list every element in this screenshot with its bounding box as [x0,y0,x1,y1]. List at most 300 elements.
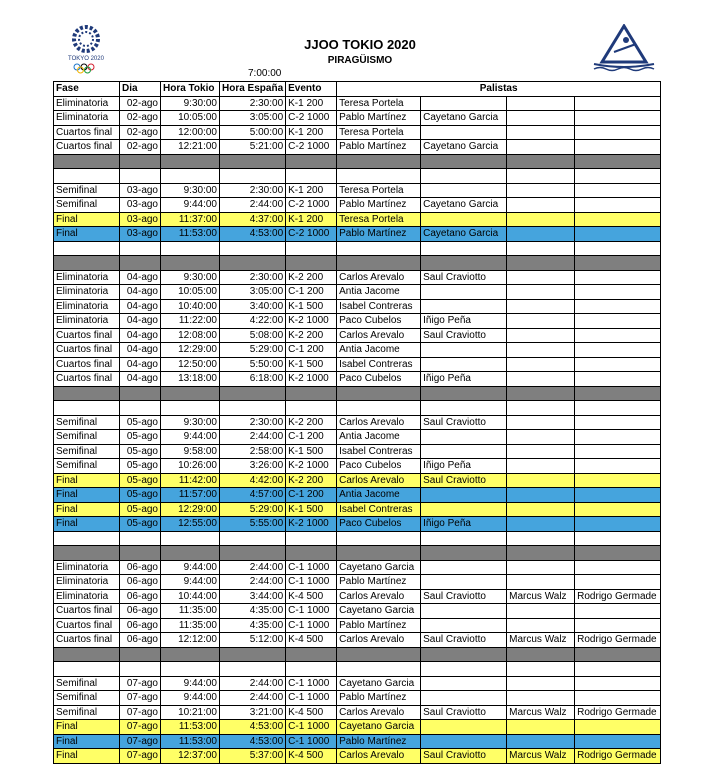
empty-cell [220,169,286,184]
empty-cell [575,531,661,546]
cell-dia: 07-ago [120,749,161,764]
cell-palista-2: Saul Craviotto [421,633,507,648]
empty-cell [507,256,575,271]
cell-hora-tokio: 10:21:00 [161,705,220,720]
cell-dia: 06-ago [120,560,161,575]
header-fase: Fase [54,82,120,97]
cell-palista-1: Carlos Arevalo [337,328,421,343]
table-row [54,372,661,387]
cell-hora-espana: 2:44:00 [220,691,286,706]
cell-palista-3 [507,227,575,242]
cell-evento: K-2 200 [286,270,337,285]
empty-cell [286,386,337,401]
cell-palista-3 [507,328,575,343]
cell-palista-3 [507,314,575,329]
cell-hora-espana: 2:44:00 [220,430,286,445]
empty-cell [337,154,421,169]
table-row [54,328,661,343]
cell-palista-1: Pablo Martínez [337,734,421,749]
cell-palista-2 [421,357,507,372]
cell-hora-tokio: 10:44:00 [161,589,220,604]
cell-fase: Final [54,720,120,735]
empty-cell [337,546,421,561]
empty-cell [421,531,507,546]
page-title: JJOO TOKIO 2020 [304,37,416,52]
empty-cell [286,662,337,677]
cell-dia: 05-ago [120,459,161,474]
cell-palista-3 [507,488,575,503]
cell-fase: Final [54,502,120,517]
cell-palista-4: Rodrigo Germade [575,749,661,764]
cell-fase: Eliminatoria [54,575,120,590]
empty-cell [220,256,286,271]
cell-palista-1: Carlos Arevalo [337,415,421,430]
cell-hora-espana: 2:44:00 [220,198,286,213]
table-row [54,299,661,314]
cell-evento: K-1 500 [286,299,337,314]
empty-cell [286,531,337,546]
cell-evento: K-4 500 [286,589,337,604]
cell-palista-2 [421,343,507,358]
table-row [54,444,661,459]
cell-palista-1: Cayetano Garcia [337,560,421,575]
cell-dia: 02-ago [120,96,161,111]
cell-evento: K-1 200 [286,212,337,227]
cell-evento: K-2 200 [286,328,337,343]
cell-palista-1: Paco Cubelos [337,517,421,532]
header-dia: Dia [120,82,161,97]
cell-dia: 05-ago [120,415,161,430]
table-row [54,357,661,372]
cell-fase: Eliminatoria [54,285,120,300]
cell-hora-tokio: 9:30:00 [161,96,220,111]
cell-dia: 06-ago [120,575,161,590]
header-hora-tokio: Hora Tokio [161,82,220,97]
table-row [54,125,661,140]
cell-evento: C-1 1000 [286,604,337,619]
empty-cell [54,546,120,561]
cell-dia: 02-ago [120,125,161,140]
cell-palista-4 [575,720,661,735]
cell-hora-tokio: 9:44:00 [161,575,220,590]
empty-cell [120,546,161,561]
cell-evento: K-2 200 [286,473,337,488]
cell-palista-4 [575,691,661,706]
empty-cell [54,386,120,401]
cell-palista-2 [421,285,507,300]
cell-palista-3 [507,299,575,314]
cell-fase: Semifinal [54,705,120,720]
cell-hora-tokio: 9:44:00 [161,198,220,213]
cell-palista-1: Pablo Martínez [337,691,421,706]
cell-fase: Eliminatoria [54,299,120,314]
cell-palista-3 [507,691,575,706]
empty-cell [421,546,507,561]
table-row [54,633,661,648]
cell-evento: C-2 1000 [286,140,337,155]
blank-row [54,169,661,184]
cell-hora-espana: 2:30:00 [220,415,286,430]
empty-cell [421,241,507,256]
cell-evento: K-2 1000 [286,314,337,329]
empty-cell [161,154,220,169]
cell-evento: K-2 200 [286,415,337,430]
cell-evento: K-1 500 [286,502,337,517]
cell-palista-2 [421,212,507,227]
cell-hora-tokio: 9:58:00 [161,444,220,459]
cell-dia: 03-ago [120,183,161,198]
separator-row [54,546,661,561]
cell-palista-4 [575,183,661,198]
cell-dia: 04-ago [120,328,161,343]
cell-palista-4 [575,560,661,575]
empty-cell [120,169,161,184]
cell-dia: 05-ago [120,517,161,532]
cell-hora-tokio: 12:00:00 [161,125,220,140]
empty-cell [120,531,161,546]
cell-palista-4 [575,125,661,140]
cell-fase: Final [54,488,120,503]
cell-evento: K-2 1000 [286,372,337,387]
empty-cell [421,154,507,169]
empty-cell [161,169,220,184]
cell-palista-2 [421,502,507,517]
cell-hora-espana: 2:58:00 [220,444,286,459]
cell-palista-1: Pablo Martínez [337,227,421,242]
blank-row [54,531,661,546]
cell-palista-4 [575,328,661,343]
cell-evento: C-1 1000 [286,618,337,633]
cell-hora-espana: 5:29:00 [220,343,286,358]
empty-cell [421,401,507,416]
cell-hora-espana: 5:00:00 [220,125,286,140]
cell-palista-2: Saul Craviotto [421,473,507,488]
cell-palista-3 [507,343,575,358]
cell-fase: Final [54,749,120,764]
cell-palista-2 [421,691,507,706]
empty-cell [54,401,120,416]
cell-palista-2 [421,734,507,749]
cell-hora-tokio: 9:44:00 [161,691,220,706]
cell-palista-4 [575,618,661,633]
empty-cell [286,169,337,184]
cell-palista-3 [507,212,575,227]
cell-evento: K-4 500 [286,705,337,720]
cell-palista-4 [575,285,661,300]
table-row [54,604,661,619]
cell-palista-3 [507,270,575,285]
empty-cell [120,241,161,256]
cell-hora-espana: 2:30:00 [220,96,286,111]
empty-cell [421,647,507,662]
cell-palista-3 [507,734,575,749]
empty-cell [421,256,507,271]
cell-palista-2 [421,444,507,459]
cell-palista-3: Marcus Walz [507,705,575,720]
cell-fase: Cuartos final [54,633,120,648]
cell-palista-2 [421,183,507,198]
blank-row [54,241,661,256]
empty-cell [337,169,421,184]
cell-palista-3 [507,560,575,575]
empty-cell [120,386,161,401]
empty-cell [507,154,575,169]
table-row [54,575,661,590]
cell-fase: Semifinal [54,415,120,430]
cell-palista-3 [507,372,575,387]
cell-hora-espana: 5:12:00 [220,633,286,648]
cell-evento: K-1 200 [286,96,337,111]
cell-dia: 07-ago [120,676,161,691]
empty-cell [54,662,120,677]
cell-palista-2 [421,676,507,691]
cell-palista-2: Iñigo Peña [421,459,507,474]
cell-palista-4 [575,270,661,285]
cell-palista-1: Paco Cubelos [337,372,421,387]
cell-palista-4 [575,343,661,358]
empty-cell [507,169,575,184]
cell-dia: 06-ago [120,589,161,604]
empty-cell [286,154,337,169]
empty-cell [54,154,120,169]
cell-palista-1: Teresa Portela [337,96,421,111]
cell-palista-3 [507,140,575,155]
table-row [54,198,661,213]
cell-palista-2: Saul Craviotto [421,270,507,285]
cell-palista-2: Iñigo Peña [421,314,507,329]
cell-dia: 07-ago [120,734,161,749]
empty-cell [575,169,661,184]
empty-cell [161,241,220,256]
cell-palista-2 [421,125,507,140]
cell-hora-espana: 3:44:00 [220,589,286,604]
cell-palista-2: Saul Craviotto [421,705,507,720]
cell-palista-4 [575,372,661,387]
cell-hora-espana: 2:44:00 [220,676,286,691]
cell-fase: Eliminatoria [54,589,120,604]
cell-palista-3 [507,285,575,300]
cell-fase: Eliminatoria [54,560,120,575]
cell-palista-1: Pablo Martínez [337,618,421,633]
empty-cell [421,662,507,677]
cell-evento: K-1 200 [286,183,337,198]
cell-hora-tokio: 11:57:00 [161,488,220,503]
cell-hora-espana: 4:53:00 [220,734,286,749]
cell-palista-2: Iñigo Peña [421,372,507,387]
cell-palista-4: Rodrigo Germade [575,705,661,720]
empty-cell [120,662,161,677]
cell-palista-2: Saul Craviotto [421,415,507,430]
cell-dia: 04-ago [120,314,161,329]
cell-fase: Semifinal [54,430,120,445]
cell-dia: 04-ago [120,372,161,387]
empty-cell [161,546,220,561]
cell-fase: Cuartos final [54,357,120,372]
logo-text: TOKYO 2020 [68,56,104,62]
cell-hora-tokio: 10:05:00 [161,111,220,126]
cell-palista-3 [507,618,575,633]
empty-cell [286,241,337,256]
cell-palista-1: Carlos Arevalo [337,473,421,488]
cell-hora-espana: 5:37:00 [220,749,286,764]
empty-cell [286,546,337,561]
cell-hora-espana: 5:55:00 [220,517,286,532]
table-row [54,96,661,111]
cell-hora-espana: 4:35:00 [220,618,286,633]
cell-palista-1: Cayetano Garcia [337,676,421,691]
cell-hora-tokio: 10:05:00 [161,285,220,300]
cell-palista-1: Paco Cubelos [337,314,421,329]
cell-palista-4 [575,212,661,227]
cell-evento: K-1 200 [286,125,337,140]
cell-fase: Final [54,473,120,488]
separator-row [54,154,661,169]
cell-fase: Final [54,734,120,749]
empty-cell [575,647,661,662]
empty-cell [507,401,575,416]
cell-palista-1: Isabel Contreras [337,357,421,372]
cell-hora-tokio: 10:40:00 [161,299,220,314]
cell-palista-4 [575,459,661,474]
cell-palista-2: Cayetano Garcia [421,227,507,242]
empty-cell [161,531,220,546]
cell-hora-tokio: 11:53:00 [161,720,220,735]
empty-cell [337,241,421,256]
cell-hora-tokio: 11:35:00 [161,618,220,633]
cell-fase: Cuartos final [54,125,120,140]
cell-palista-1: Paco Cubelos [337,459,421,474]
empty-cell [286,401,337,416]
cell-palista-1: Carlos Arevalo [337,633,421,648]
cell-palista-2: Iñigo Peña [421,517,507,532]
cell-evento: K-4 500 [286,749,337,764]
cell-hora-espana: 3:05:00 [220,285,286,300]
header-hora-espana: Hora España [220,82,286,97]
cell-evento: K-4 500 [286,633,337,648]
table-row [54,212,661,227]
empty-cell [337,647,421,662]
cell-palista-4 [575,96,661,111]
cell-hora-tokio: 11:42:00 [161,473,220,488]
cell-hora-tokio: 12:08:00 [161,328,220,343]
cell-fase: Final [54,517,120,532]
cell-dia: 05-ago [120,444,161,459]
cell-hora-espana: 4:57:00 [220,488,286,503]
table-row [54,270,661,285]
cell-dia: 06-ago [120,633,161,648]
cell-palista-1: Cayetano Garcia [337,604,421,619]
cell-palista-1: Pablo Martínez [337,140,421,155]
cell-palista-4: Rodrigo Germade [575,589,661,604]
empty-cell [575,401,661,416]
empty-cell [337,531,421,546]
cell-hora-espana: 6:18:00 [220,372,286,387]
empty-cell [161,647,220,662]
cell-palista-1: Isabel Contreras [337,502,421,517]
cell-palista-4 [575,502,661,517]
empty-cell [337,386,421,401]
cell-palista-3 [507,720,575,735]
cell-palista-1: Carlos Arevalo [337,749,421,764]
empty-cell [337,662,421,677]
cell-palista-2 [421,488,507,503]
separator-row [54,647,661,662]
cell-palista-3 [507,676,575,691]
cell-palista-1: Pablo Martínez [337,111,421,126]
empty-cell [120,401,161,416]
cell-fase: Semifinal [54,183,120,198]
cell-hora-espana: 5:21:00 [220,140,286,155]
cell-palista-3 [507,517,575,532]
table-row [54,560,661,575]
cell-palista-1: Carlos Arevalo [337,270,421,285]
empty-cell [575,386,661,401]
empty-cell [220,241,286,256]
cell-hora-tokio: 12:37:00 [161,749,220,764]
cell-hora-tokio: 12:55:00 [161,517,220,532]
table-row [54,183,661,198]
cell-dia: 03-ago [120,198,161,213]
cell-palista-4 [575,575,661,590]
empty-cell [507,647,575,662]
table-row [54,618,661,633]
empty-cell [220,546,286,561]
cell-palista-2 [421,430,507,445]
table-row [54,691,661,706]
cell-dia: 05-ago [120,488,161,503]
cell-palista-2: Saul Craviotto [421,749,507,764]
cell-palista-2: Cayetano Garcia [421,140,507,155]
cell-hora-espana: 4:42:00 [220,473,286,488]
cell-dia: 05-ago [120,430,161,445]
empty-cell [220,647,286,662]
cell-palista-4: Rodrigo Germade [575,633,661,648]
cell-palista-3 [507,111,575,126]
cell-palista-1: Antia Jacome [337,285,421,300]
cell-fase: Cuartos final [54,604,120,619]
cell-evento: C-1 200 [286,430,337,445]
cell-palista-4 [575,604,661,619]
cell-dia: 07-ago [120,705,161,720]
empty-cell [507,662,575,677]
time-offset: 7:00:00 [248,68,282,79]
cell-hora-tokio: 9:44:00 [161,676,220,691]
cell-evento: C-1 1000 [286,560,337,575]
cell-palista-1: Isabel Contreras [337,444,421,459]
cell-dia: 03-ago [120,227,161,242]
cell-hora-espana: 4:35:00 [220,604,286,619]
cell-dia: 06-ago [120,618,161,633]
empty-cell [575,546,661,561]
cell-hora-tokio: 12:29:00 [161,343,220,358]
empty-cell [220,154,286,169]
cell-dia: 04-ago [120,299,161,314]
cell-palista-1: Pablo Martínez [337,575,421,590]
cell-palista-2 [421,618,507,633]
table-row [54,140,661,155]
table-row [54,734,661,749]
cell-hora-tokio: 11:53:00 [161,227,220,242]
cell-hora-tokio: 9:30:00 [161,183,220,198]
empty-cell [120,256,161,271]
cell-palista-3 [507,473,575,488]
cell-palista-1: Carlos Arevalo [337,705,421,720]
empty-cell [421,386,507,401]
cell-palista-2 [421,299,507,314]
empty-cell [421,169,507,184]
cell-palista-2 [421,96,507,111]
cell-evento: K-2 1000 [286,459,337,474]
